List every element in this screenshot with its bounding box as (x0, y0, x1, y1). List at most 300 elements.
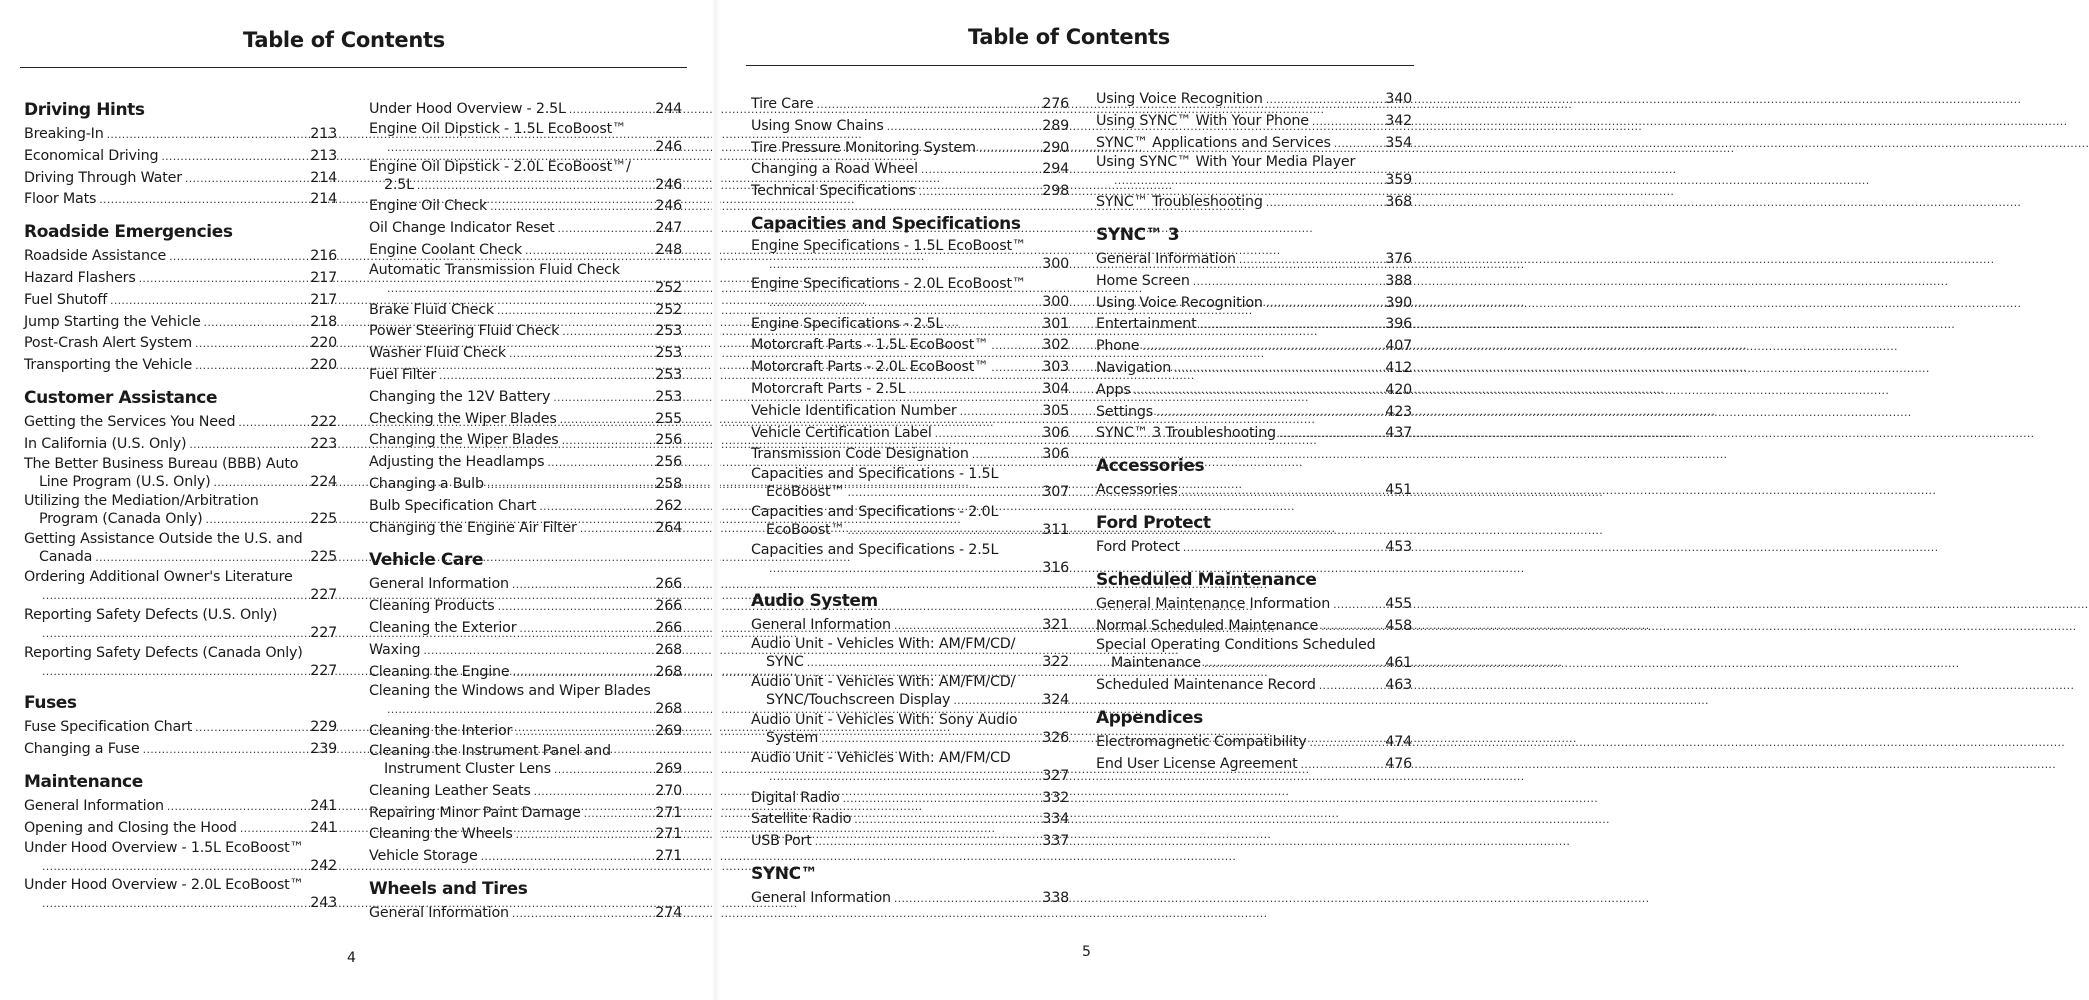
section-title: Maintenance (24, 771, 143, 792)
entry-title: Audio Unit - Vehicles With: Sony Audio (751, 711, 1018, 728)
page-ref: 247 (655, 220, 682, 237)
entry-row (751, 652, 1069, 674)
section-title: Accessories (1096, 456, 1205, 477)
entry-title-continued: Line Program (U.S. Only) (39, 473, 211, 490)
dot-leader (1114, 170, 1384, 192)
entry-title: Getting the Services You Need (24, 413, 236, 430)
page-ref: 455 (1385, 595, 1412, 612)
page-ref: 256 (655, 454, 682, 471)
toc-entry (24, 333, 337, 355)
toc-entry (751, 504, 1069, 542)
page-ref: 407 (1385, 338, 1412, 355)
entry-title: Changing a Bulb (369, 475, 484, 492)
page-ref: 276 (1042, 96, 1069, 112)
toc-entry (369, 343, 682, 365)
entry-row (24, 124, 337, 146)
toc-entry (369, 300, 682, 322)
entry-row (369, 240, 682, 262)
page-ref: 412 (1385, 359, 1412, 376)
title-rule (746, 65, 1414, 66)
page-ref: 340 (1385, 91, 1412, 107)
dot-leader (1321, 616, 1384, 638)
entry-title: Engine Coolant Check (369, 241, 522, 258)
entry-title: Transmission Code Designation (751, 446, 969, 463)
toc-entry (751, 94, 1069, 116)
entry-title-continued: Canada (39, 549, 93, 566)
entry-row (751, 558, 1069, 580)
page-ref: 220 (310, 357, 337, 374)
dot-leader (979, 138, 1041, 160)
dot-leader (525, 240, 654, 262)
dot-leader (534, 781, 655, 803)
toc-entry (369, 803, 682, 825)
entry-title: The Better Business Bureau (BBB) Auto (24, 455, 299, 472)
page-ref: 437 (1385, 425, 1412, 442)
toc-entry (751, 466, 1069, 504)
section-title: Driving Hints (24, 100, 145, 120)
dot-leader (1319, 675, 1385, 697)
toc-entry (24, 312, 337, 334)
toc-entry (24, 290, 337, 312)
page-ref: 268 (655, 641, 682, 658)
dot-leader (554, 759, 654, 781)
toc-entry (24, 717, 337, 739)
toc-entry (24, 531, 337, 569)
page-ref: 253 (655, 388, 682, 405)
entry-row (369, 409, 682, 431)
entry-title-continued: EcoBoost™ (766, 484, 845, 501)
entry-row (751, 116, 1069, 138)
entry-title: Ford Protect (1096, 538, 1180, 555)
toc-entry (24, 168, 337, 190)
toc-entry (369, 496, 682, 518)
entry-title: Cleaning the Interior (369, 723, 513, 740)
entry-row (24, 333, 337, 355)
entry-row (751, 335, 1069, 357)
page-ref: 306 (1042, 424, 1069, 441)
entry-title: Floor Mats (24, 191, 97, 208)
dot-leader (417, 175, 654, 197)
entry-title: Cleaning the Instrument Panel and (369, 742, 611, 759)
toc-entry (369, 721, 682, 743)
dot-leader (816, 94, 1041, 116)
dot-leader (1279, 423, 1384, 445)
toc-entry (24, 569, 337, 607)
page-ref: 420 (1385, 381, 1412, 398)
page-ref: 326 (1042, 729, 1069, 746)
dot-leader (848, 482, 1042, 504)
dot-leader (769, 558, 1041, 580)
entry-row (1096, 732, 1412, 754)
entry-title: General Information (1096, 250, 1236, 267)
entry-row (751, 831, 1069, 853)
dot-leader (139, 268, 310, 290)
toc-section (369, 549, 682, 868)
toc-entry (369, 452, 682, 474)
dot-leader (908, 379, 1041, 401)
page-ref: 298 (1042, 183, 1069, 200)
entry-row (24, 472, 337, 494)
toc-column-2 (1096, 89, 1412, 782)
page-title: Table of Contents (968, 25, 1170, 49)
toc-entry (369, 574, 682, 596)
page-ref: 227 (310, 624, 337, 641)
toc-section (1096, 224, 1412, 445)
dot-leader (557, 218, 654, 240)
entry-title: Accessories (1096, 482, 1178, 499)
entry-title: Repairing Minor Paint Damage (369, 804, 581, 821)
dot-leader (1181, 480, 1385, 502)
toc-entry (751, 181, 1069, 203)
dot-leader (1312, 111, 1384, 133)
toc-entry (369, 121, 682, 159)
dot-leader (894, 615, 1041, 637)
entry-title: Checking the Wiper Blades (369, 410, 557, 427)
entry-row (751, 728, 1069, 750)
entry-title: Using Voice Recognition (1096, 294, 1263, 311)
page-ref: 423 (1385, 403, 1412, 420)
toc-entry (369, 218, 682, 240)
entry-title: Vehicle Certification Label (751, 424, 932, 441)
dot-leader (498, 596, 655, 618)
page-ref: 246 (655, 138, 682, 155)
toc-entry (369, 683, 682, 721)
toc-entry (1096, 358, 1412, 380)
entry-title: Bulb Specification Chart (369, 497, 537, 514)
entry-title: Waxing (369, 641, 421, 658)
entry-row (751, 482, 1069, 504)
entry-title: Reporting Safety Defects (Canada Only) (24, 644, 303, 661)
entry-title: Motorcraft Parts - 2.0L EcoBoost™ (751, 359, 989, 376)
entry-row (1096, 271, 1412, 293)
entry-row (369, 824, 682, 846)
title-rule (20, 67, 687, 68)
toc-section (369, 99, 682, 539)
dot-leader (490, 196, 654, 218)
entry-title: General Information (369, 904, 509, 921)
toc-section (751, 94, 1069, 203)
entry-title: Driving Through Water (24, 169, 182, 186)
entry-row (369, 300, 682, 322)
toc-entry (369, 903, 682, 925)
entry-row (24, 818, 337, 840)
section-title: Audio System (751, 590, 878, 611)
entry-title: Roadside Assistance (24, 248, 167, 265)
dot-leader (894, 888, 1041, 910)
toc-entry (1096, 594, 1412, 616)
dot-leader (539, 496, 654, 518)
page-ref: 271 (655, 848, 682, 865)
page-ref: 316 (1042, 559, 1069, 576)
section-title: Ford Protect (1096, 512, 1211, 533)
entry-row (24, 434, 337, 456)
toc-section (1096, 455, 1412, 502)
dot-leader (519, 618, 654, 640)
toc-entry (369, 409, 682, 431)
page-ref: 390 (1385, 294, 1412, 311)
dot-leader (769, 292, 1041, 314)
entry-title: Normal Scheduled Maintenance (1096, 617, 1319, 634)
entry-title: Vehicle Storage (369, 848, 478, 865)
dot-leader (953, 690, 1041, 712)
page-ref: 306 (1042, 446, 1069, 463)
entry-title-continued: Program (Canada Only) (39, 511, 203, 528)
entry-row (751, 159, 1069, 181)
toc-entry (1096, 111, 1412, 133)
entry-title: Washer Fluid Check (369, 345, 506, 362)
toc-entry (751, 888, 1069, 910)
entry-title: Hazard Flashers (24, 269, 136, 286)
toc-section (751, 590, 1069, 853)
toc-entry (369, 618, 682, 640)
toc-entry (751, 636, 1069, 674)
entry-title: Under Hood Overview - 1.5L EcoBoost™ (24, 839, 304, 856)
dot-leader (547, 452, 654, 474)
dot-leader (423, 640, 654, 662)
entry-title: Capacities and Specifications - 2.5L (751, 541, 999, 558)
dot-leader (206, 509, 310, 531)
toc-entry (1096, 314, 1412, 336)
page-ref: 274 (655, 904, 682, 921)
dot-leader (921, 159, 1041, 181)
entry-row (751, 520, 1069, 542)
page-ref: 396 (1385, 316, 1412, 333)
page-ref: 246 (655, 176, 682, 193)
toc-entry (369, 781, 682, 803)
toc-entry (1096, 336, 1412, 358)
entry-title: Cleaning the Wheels (369, 826, 513, 843)
entry-title: Cleaning Leather Seats (369, 782, 531, 799)
entry-title: Changing a Fuse (24, 741, 140, 758)
page-ref: 216 (310, 248, 337, 265)
toc-entry (24, 246, 337, 268)
toc-entry (24, 818, 337, 840)
page-ref: 214 (310, 169, 337, 186)
dot-leader (1134, 380, 1385, 402)
entry-row (369, 662, 682, 684)
dot-leader (807, 652, 1042, 674)
toc-section (369, 878, 682, 925)
entry-row (751, 94, 1069, 116)
dot-leader (1200, 314, 1385, 336)
entry-row (1096, 358, 1412, 380)
toc-entry (24, 268, 337, 290)
page-ref: 342 (1385, 112, 1412, 129)
page-ref: 248 (655, 241, 682, 258)
entry-title: SYNC™ Applications and Services (1096, 134, 1331, 151)
toc-entry (369, 262, 682, 300)
entry-title: General Information (751, 889, 891, 906)
entry-row (24, 717, 337, 739)
toc-entry (751, 159, 1069, 181)
section-title: SYNC™ 3 (1096, 224, 1180, 245)
dot-leader (1334, 133, 1385, 155)
entry-row (1096, 133, 1412, 155)
entry-row (1096, 170, 1412, 192)
dot-leader (560, 409, 655, 431)
dot-leader (854, 809, 1041, 831)
entry-title: Apps (1096, 381, 1131, 398)
page-ref: 225 (310, 511, 337, 528)
entry-row (369, 343, 682, 365)
entry-row (751, 788, 1069, 810)
toc-entry (24, 493, 337, 531)
toc-entry (1096, 402, 1412, 424)
page-ref: 252 (655, 279, 682, 296)
entry-row (369, 430, 682, 452)
toc-entry (1096, 423, 1412, 445)
page-ref: 268 (655, 663, 682, 680)
page-ref: 301 (1042, 315, 1069, 332)
page-ref: 241 (310, 797, 337, 814)
toc-section (1096, 707, 1412, 776)
toc-entry (751, 116, 1069, 138)
dot-leader (1156, 402, 1384, 424)
dot-leader (1183, 537, 1384, 559)
toc-section (751, 863, 1069, 910)
dot-leader (1333, 594, 1384, 616)
entry-title: General Maintenance Information (1096, 595, 1331, 612)
toc-entry (369, 846, 682, 868)
toc-entry (751, 238, 1069, 276)
page-ref: 253 (655, 366, 682, 383)
entry-row (1096, 380, 1412, 402)
toc-entry (369, 824, 682, 846)
dot-leader (497, 300, 654, 322)
entry-row (751, 357, 1069, 379)
dot-leader (195, 355, 309, 377)
entry-title: Engine Specifications - 2.0L EcoBoost™ (751, 275, 1026, 292)
page-ref: 338 (1042, 889, 1069, 906)
toc-column-2 (369, 99, 682, 931)
dot-leader (562, 321, 654, 343)
entry-row (751, 254, 1069, 276)
entry-title: Changing the 12V Battery (369, 388, 551, 405)
dot-leader (991, 357, 1041, 379)
toc-entry (751, 674, 1069, 712)
entry-title: Utilizing the Mediation/Arbitration (24, 493, 259, 510)
entry-row (751, 423, 1069, 445)
dot-leader (848, 520, 1042, 542)
dot-leader (481, 846, 655, 868)
entry-title: Ordering Additional Owner's Literature (24, 568, 293, 585)
section-title: Scheduled Maintenance (1096, 569, 1317, 590)
entry-row (24, 355, 337, 377)
dot-leader (1266, 192, 1385, 214)
page-ref: 451 (1385, 482, 1412, 499)
entry-title: Satellite Radio (751, 811, 852, 828)
toc-section (24, 771, 337, 915)
page-ref: 214 (310, 191, 337, 208)
entry-title: Changing the Engine Air Filter (369, 519, 577, 536)
toc-entry (1096, 732, 1412, 754)
page-ref: 368 (1385, 194, 1412, 211)
entry-title: SYNC™ Troubleshooting (1096, 194, 1263, 211)
toc-entry (1096, 380, 1412, 402)
entry-row (751, 401, 1069, 423)
section-title: Capacities and Specifications (751, 213, 1021, 234)
entry-row (369, 781, 682, 803)
entry-title-continued: SYNC/Touchscreen Display (766, 692, 951, 709)
toc-entry (1096, 271, 1412, 293)
page-ref: 294 (1042, 161, 1069, 178)
page-ref: 266 (655, 598, 682, 615)
entry-row (24, 412, 337, 434)
entry-title: Digital Radio (751, 789, 840, 806)
toc-entry (24, 412, 337, 434)
toc-entry (24, 796, 337, 818)
entry-row (369, 218, 682, 240)
page-ref: 307 (1042, 484, 1069, 501)
page-ref: 321 (1042, 616, 1069, 633)
page-ref: 324 (1042, 692, 1069, 709)
page-ref: 376 (1385, 250, 1412, 267)
toc-entry (1096, 675, 1412, 697)
entry-row (24, 796, 337, 818)
entry-title: Tire Care (751, 96, 814, 112)
entry-row (24, 739, 337, 761)
entry-title: Fuel Shutoff (24, 291, 108, 308)
toc-entry (24, 434, 337, 456)
entry-title: Capacities and Specifications - 2.0L (751, 503, 999, 520)
entry-row (1096, 754, 1412, 776)
toc-entry (751, 750, 1069, 788)
dot-leader (580, 518, 655, 540)
page-ref: 334 (1042, 811, 1069, 828)
entry-row (751, 888, 1069, 910)
dot-leader (553, 387, 654, 409)
toc-entry (369, 640, 682, 662)
entry-row (1096, 653, 1412, 675)
dot-leader (946, 314, 1041, 336)
entry-row (1096, 314, 1412, 336)
entry-title-continued: EcoBoost™ (766, 521, 845, 538)
dot-leader (1310, 732, 1385, 754)
entry-title: Breaking-In (24, 126, 104, 142)
entry-row (24, 661, 337, 683)
page-ref: 253 (655, 323, 682, 340)
toc-entry (24, 456, 337, 494)
toc-entry (369, 196, 682, 218)
entry-row (369, 278, 682, 300)
page-ref: 243 (310, 895, 337, 912)
entry-row (1096, 336, 1412, 358)
toc-entry (369, 662, 682, 684)
toc-entry (751, 138, 1069, 160)
toc-column-1 (751, 94, 1069, 916)
toc-section (1096, 512, 1412, 559)
entry-row (369, 759, 682, 781)
dot-leader (195, 717, 309, 739)
entry-title: Changing the Wiper Blades (369, 432, 559, 449)
page-ref: 463 (1385, 677, 1412, 694)
toc-entry (369, 159, 682, 197)
page-ref: 217 (310, 269, 337, 286)
dot-leader (919, 181, 1042, 203)
entry-row (1096, 537, 1412, 559)
page-ref: 305 (1042, 402, 1069, 419)
toc-section (24, 221, 337, 377)
entry-row (751, 379, 1069, 401)
toc-entry (24, 739, 337, 761)
entry-row (24, 623, 337, 645)
toc-entry (369, 430, 682, 452)
page-ref: 300 (1042, 255, 1069, 272)
entry-title: Phone (1096, 338, 1140, 355)
dot-leader (509, 343, 654, 365)
dot-leader (487, 474, 654, 496)
dot-leader (42, 661, 309, 683)
